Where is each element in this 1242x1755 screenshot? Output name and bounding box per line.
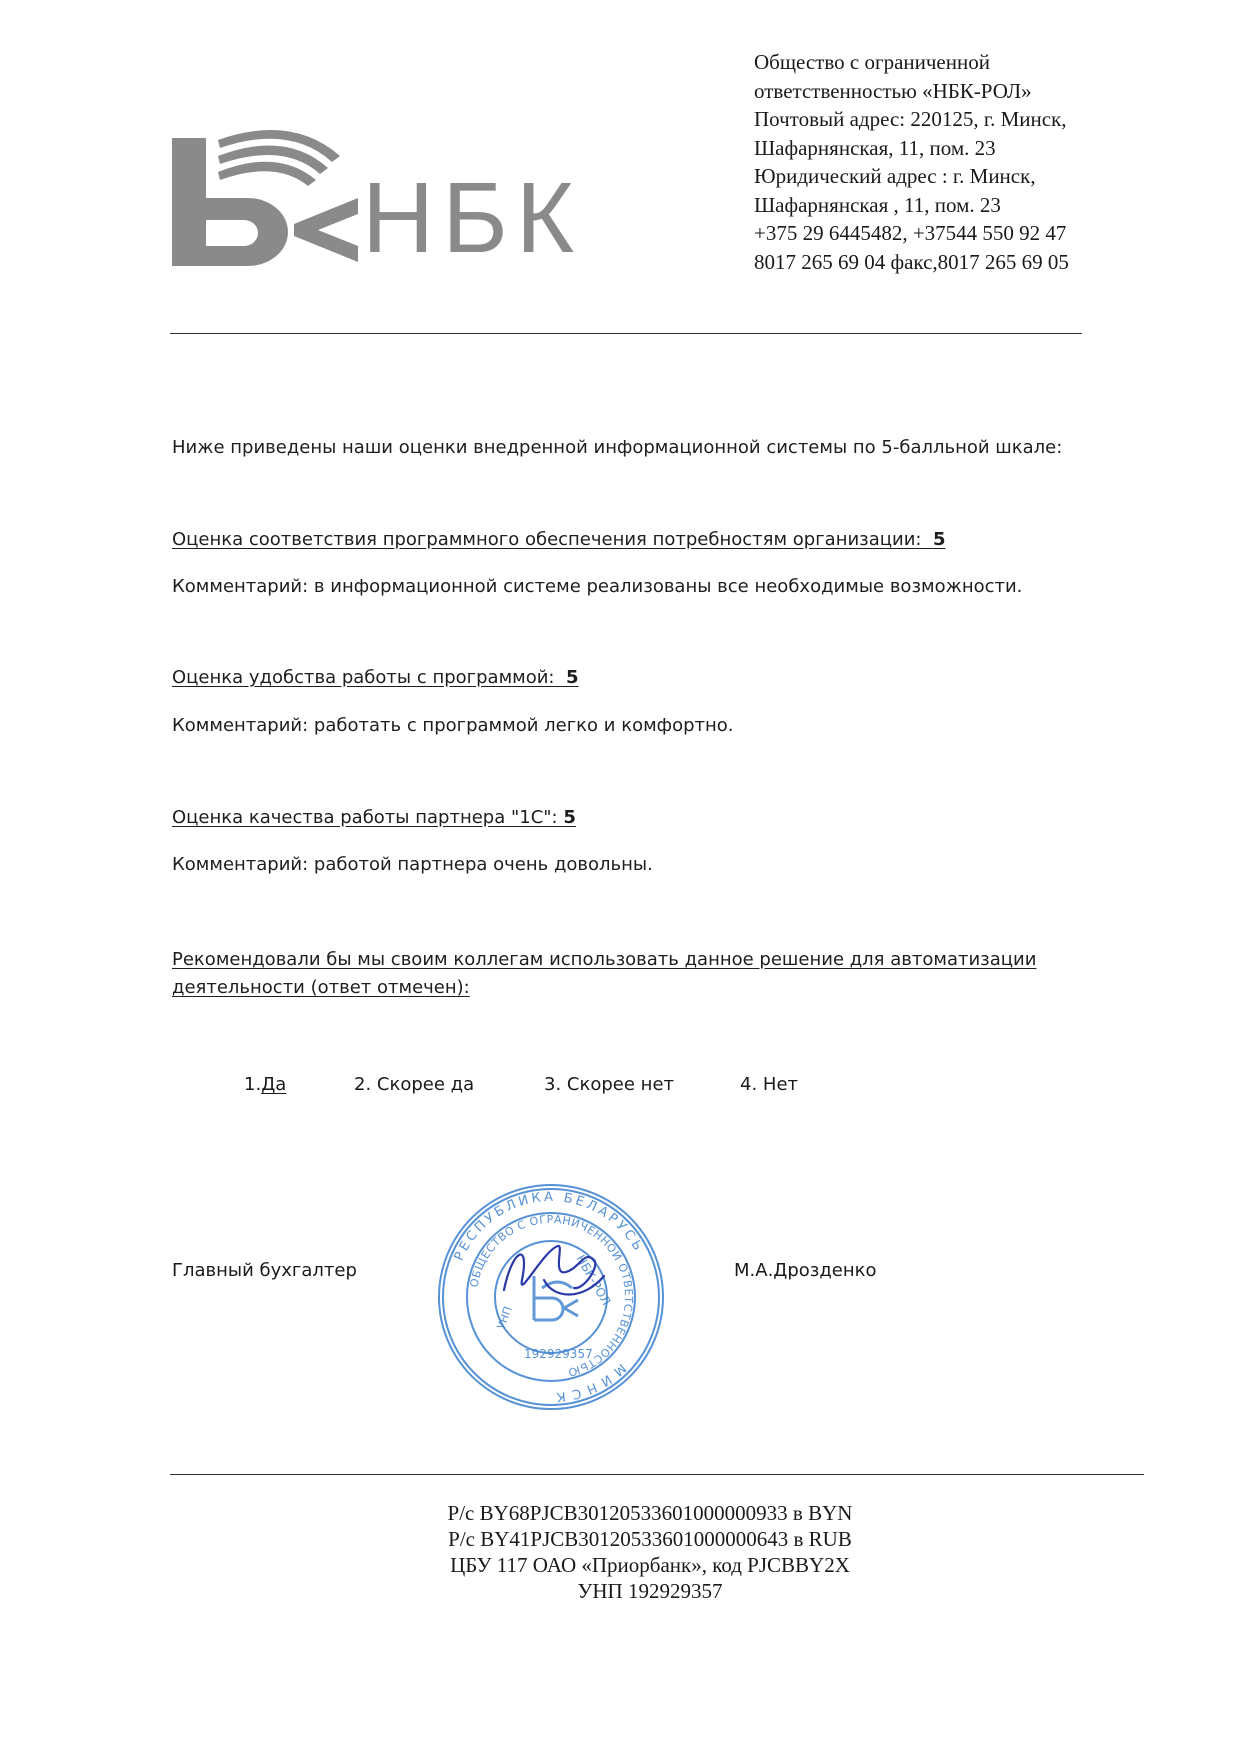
stamp-unp: 192929357 xyxy=(524,1347,593,1361)
stamp-outer-text: РЕСПУБЛИКА БЕЛАРУСЬ xyxy=(451,1189,647,1264)
rating-comment: Комментарий: работой партнера очень довольны. xyxy=(172,854,653,875)
company-line: Шафарнянская, 11, пом. 23 xyxy=(754,135,996,160)
company-line: Почтовый адрес: 220125, г. Минск, xyxy=(754,107,1067,131)
rating-score: 5 xyxy=(932,529,946,550)
rating-question-text: Оценка удобства работы с программой: xyxy=(172,667,555,688)
logo-text: НБК xyxy=(362,162,583,274)
rating-question xyxy=(172,528,945,552)
rating-score: 5 xyxy=(563,807,576,828)
option-rather-no: 3. Скорее нет xyxy=(544,1074,674,1095)
stamp-city-text: МИНСК xyxy=(549,1360,629,1405)
rating-comment: Комментарий: работать с программой легко и комфортно. xyxy=(172,715,734,736)
rating-question xyxy=(172,806,576,830)
company-line: Шафарнянская , 11, пом. 23 xyxy=(754,192,1001,217)
option-label: Скорее нет xyxy=(566,1074,674,1095)
signer-title: Главный бухгалтер xyxy=(172,1260,357,1281)
option-rather-yes: 2. Скорее да xyxy=(354,1074,475,1095)
company-line: Общество с ограниченной xyxy=(754,50,990,74)
recommend-question-line2: деятельности (ответ отмечен): xyxy=(172,977,470,998)
company-line: 8017 265 69 04 факс,8017 265 69 05 xyxy=(754,249,1069,274)
signer-name: М.А.Дрозденко xyxy=(734,1260,877,1281)
recommend-question-line1: Рекомендовали бы мы своим коллегам использовать данное решение для автоматизации xyxy=(172,949,1037,970)
company-stamp xyxy=(434,1180,668,1414)
bank-line: УНП 192929357 xyxy=(577,1579,723,1603)
stamp-unp-label: УНП xyxy=(494,1304,515,1332)
bank-line: ЦБУ 117 ОАО «Приорбанк», код PJCBBY2X xyxy=(450,1553,850,1577)
rating-question xyxy=(172,666,578,690)
rating-question-text: Оценка соответствия программного обеспечения потребностям организации: xyxy=(172,529,922,550)
bank-details xyxy=(300,1500,1000,1604)
option-no: 4. Нет xyxy=(740,1074,799,1095)
logo-mark-icon xyxy=(168,128,368,278)
company-line: ответственностью «НБК-РОЛ» xyxy=(754,78,1032,103)
company-line: Юридический адрес : г. Минск, xyxy=(754,164,1036,188)
option-label-selected: Да xyxy=(261,1074,287,1095)
rating-comment: Комментарий: в информационной системе реализованы все необходимые возможности. xyxy=(172,576,1023,597)
option-yes: 1.Да xyxy=(244,1074,287,1095)
company-logo xyxy=(168,128,648,278)
stamp-ring-text: ОБЩЕСТВО С ОГРАНИЧЕННОЙ ОТВЕТСТВЕННОСТЬЮ xyxy=(467,1212,636,1380)
intro-text: Ниже приведены наши оценки внедренной информационной системы по 5-балльной шкале: xyxy=(172,437,1063,458)
option-label: Нет xyxy=(762,1074,799,1095)
header-divider xyxy=(170,333,1082,334)
rating-question-text: Оценка качества работы партнера "1С": xyxy=(172,807,558,828)
company-details xyxy=(754,48,1204,276)
company-line: +375 29 6445482, +37544 550 92 47 xyxy=(754,221,1067,245)
option-label: Скорее да xyxy=(376,1074,475,1095)
bank-line: Р/с BY68PJCB30120533601000000933 в BYN xyxy=(447,1501,853,1525)
stamp-company-name: НБК-РОЛ xyxy=(573,1252,614,1308)
stamp-seal-icon xyxy=(434,1180,668,1414)
rating-score: 5 xyxy=(565,667,579,688)
footer-divider xyxy=(170,1474,1144,1475)
bank-line: Р/с BY41PJCB30120533601000000643 в RUB xyxy=(448,1527,852,1551)
